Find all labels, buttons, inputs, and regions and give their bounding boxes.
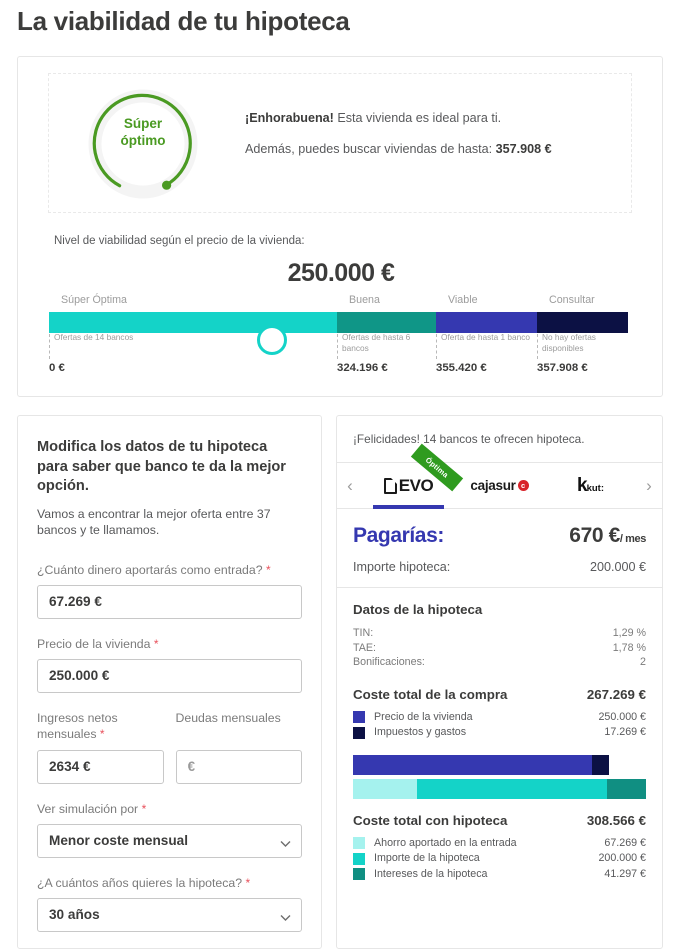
tick-line xyxy=(436,334,437,359)
slider-knob[interactable] xyxy=(257,325,287,355)
input-precio-vivienda[interactable] xyxy=(37,659,302,693)
tick-value: 324.196 € xyxy=(337,362,388,374)
legend-swatch xyxy=(353,837,365,849)
tick-note: No hay ofertas disponibles xyxy=(542,332,596,353)
detail-row-bonificaciones xyxy=(353,655,646,670)
kutxa-k-glyph: k xyxy=(577,474,587,496)
slider-segment-viable[interactable] xyxy=(436,312,537,333)
max-price-line xyxy=(245,141,615,157)
gauge-label-line1: Súper xyxy=(123,116,163,131)
required-asterisk: * xyxy=(266,562,271,577)
hipoteca-total-value: 308.566 € xyxy=(586,812,646,828)
detail-key: Bonificaciones: xyxy=(353,656,425,668)
tick-note: Ofertas de hasta 6 bancos xyxy=(342,332,411,353)
legend-precio-vivienda xyxy=(353,710,646,726)
input-entrada[interactable] xyxy=(37,585,302,619)
label-anos xyxy=(37,875,302,891)
bank-tab-list xyxy=(363,454,636,509)
detail-value: 2 xyxy=(640,656,646,668)
legend-swatch xyxy=(353,853,365,865)
label-entrada-text: ¿Cuánto dinero aportarás como entrada? xyxy=(37,562,263,577)
payment-amount-value: 670 € xyxy=(569,524,620,547)
payment-amount xyxy=(569,524,646,548)
legend-importe-hipoteca xyxy=(353,851,646,867)
importe-label: Importe hipoteca: xyxy=(353,560,451,574)
detail-row-tin xyxy=(353,626,646,641)
label-ingresos xyxy=(37,710,164,743)
required-asterisk: * xyxy=(99,726,105,741)
field-entrada xyxy=(37,562,302,619)
kutxabank-logo-icon xyxy=(577,475,604,497)
cajasur-mark-icon: c xyxy=(518,480,529,491)
field-anos xyxy=(37,875,302,932)
bar-segment-intereses-hipoteca xyxy=(607,779,646,799)
tick-line xyxy=(49,334,50,359)
cajasur-logo-icon xyxy=(470,478,528,493)
datos-title: Datos de la hipoteca xyxy=(353,602,483,617)
congrats-strong: ¡Enhorabuena! xyxy=(245,111,334,125)
bar-segment-precio-vivienda xyxy=(353,755,592,775)
input-deudas-mensuales[interactable] xyxy=(176,750,303,784)
page-title: La viabilidad de tu hipoteca xyxy=(17,6,350,36)
level-price: 250.000 € xyxy=(287,259,395,287)
detail-key: TIN: xyxy=(353,627,374,639)
tick-value: 355.420 € xyxy=(436,362,487,374)
detail-value: 1,78 % xyxy=(612,641,646,654)
slider-segment-buena[interactable] xyxy=(337,312,436,333)
bank-carousel xyxy=(337,454,662,509)
label-entrada xyxy=(37,562,302,578)
form-title: Modifica los datos de tu hipoteca para saber que banco te da la mejor opción. xyxy=(37,439,286,494)
max-price-prefix: Además, puedes buscar viviendas de hasta: xyxy=(245,142,496,156)
hipoteca-stacked-bar xyxy=(353,779,646,799)
tick-value: 0 € xyxy=(49,362,65,374)
label-simulacion-text: Ver simulación por xyxy=(37,801,139,816)
gauge-label-line2: óptimo xyxy=(120,133,166,148)
carousel-prev-icon[interactable]: ‹ xyxy=(347,475,353,495)
evo-logo-text: EVO xyxy=(398,475,434,495)
select-wrap-simulacion xyxy=(37,824,302,858)
cost-bars xyxy=(337,755,662,799)
kutxa-rest-glyph: kut: xyxy=(586,482,604,494)
zone-name-consultar: Consultar xyxy=(549,294,595,306)
tick-note: Ofertas de 14 bancos xyxy=(54,332,134,342)
carousel-next-icon[interactable]: › xyxy=(646,475,652,495)
evo-doc-glyph xyxy=(384,478,397,494)
viability-card xyxy=(17,56,663,397)
cajasur-logo-text: cajasur xyxy=(470,478,516,493)
importe-row xyxy=(353,560,646,574)
tick-note: Oferta de hasta 1 banco xyxy=(441,332,531,342)
select-ver-simulacion-por[interactable] xyxy=(37,824,302,858)
legend-label: Precio de la vivienda xyxy=(374,710,473,723)
detail-row-tae xyxy=(353,641,646,656)
label-simulacion xyxy=(37,801,302,817)
bank-tab-kutxabank[interactable] xyxy=(545,463,636,509)
payment-label: Pagarías: xyxy=(353,524,444,547)
mortgage-details xyxy=(337,588,662,741)
zone-name-buena: Buena xyxy=(349,294,380,306)
legend-swatch xyxy=(353,711,365,723)
legend-label: Impuestos y gastos xyxy=(374,726,467,738)
bar-segment-ahorro-entrada xyxy=(353,779,417,799)
zone-name-super-optima: Súper Óptima xyxy=(61,294,127,306)
payment-block xyxy=(337,509,662,588)
label-precio-text: Precio de la vivienda xyxy=(37,636,151,651)
congrats-rest: Esta vivienda es ideal para ti. xyxy=(333,111,502,125)
congrats-line xyxy=(245,110,615,126)
bank-offer-card xyxy=(336,415,663,949)
bank-tab-cajasur[interactable] xyxy=(454,463,545,509)
payment-row xyxy=(353,524,646,548)
bar-segment-importe-hipoteca xyxy=(417,779,607,799)
level-caption: Nivel de viabilidad según el precio de la vivienda: xyxy=(54,235,305,247)
label-ingresos-text: Ingresos netos mensuales xyxy=(37,710,118,741)
legend-label: Importe de la hipoteca xyxy=(374,852,480,864)
hipoteca-details xyxy=(337,799,662,883)
bank-tab-evo[interactable] xyxy=(363,454,454,509)
slider-segment-super-optima[interactable] xyxy=(49,312,337,333)
legend-label: Ahorro aportado en la entrada xyxy=(374,836,517,849)
field-deudas xyxy=(176,710,303,784)
zone-name-viable: Viable xyxy=(448,294,478,306)
legend-ahorro-entrada xyxy=(353,836,646,852)
required-asterisk: * xyxy=(153,636,159,651)
required-asterisk: * xyxy=(245,875,251,890)
compra-total-row xyxy=(353,687,646,702)
legend-value: 200.000 € xyxy=(598,852,646,864)
legend-impuestos-gastos xyxy=(353,725,646,741)
legend-intereses-hipoteca xyxy=(353,867,646,883)
detail-key: TAE: xyxy=(353,641,376,654)
legend-value: 17.269 € xyxy=(604,726,646,738)
tick-line xyxy=(337,334,338,359)
payment-period: / mes xyxy=(619,533,646,545)
gauge-label xyxy=(81,115,205,149)
hipoteca-total-label: Coste total con hipoteca xyxy=(353,812,508,828)
legend-value: 41.297 € xyxy=(604,867,646,880)
evo-logo-icon xyxy=(384,476,433,496)
legend-value: 250.000 € xyxy=(598,710,646,723)
compra-total-label: Coste total de la compra xyxy=(353,686,508,702)
importe-value: 200.000 € xyxy=(589,560,646,574)
label-anos-text: ¿A cuántos años quieres la hipoteca? xyxy=(37,875,243,890)
select-anos-hipoteca[interactable] xyxy=(37,898,302,932)
bar-segment-impuestos-gastos xyxy=(592,755,609,775)
mortgage-form-card xyxy=(17,415,322,949)
gauge-box xyxy=(48,73,632,213)
legend-swatch xyxy=(353,727,365,739)
field-ingresos xyxy=(37,710,164,784)
label-precio xyxy=(37,636,302,652)
form-subtitle: Vamos a encontrar la mejor oferta entre 37 bancos y te llamamos. xyxy=(37,506,271,537)
tick-value: 357.908 € xyxy=(537,362,588,374)
compra-stacked-bar xyxy=(353,755,646,775)
optima-badge: Óptima xyxy=(411,443,463,491)
compra-total-value: 267.269 € xyxy=(586,686,646,702)
slider-segment-consultar[interactable] xyxy=(537,312,628,333)
offer-header-text: ¡Felicidades! 14 bancos te ofrecen hipoteca. xyxy=(337,416,662,463)
viability-slider[interactable] xyxy=(49,294,628,384)
hipoteca-total-row xyxy=(353,813,646,828)
field-simulacion xyxy=(37,801,302,858)
tick-line xyxy=(537,334,538,359)
field-precio xyxy=(37,636,302,693)
viability-gauge xyxy=(81,82,205,206)
select-wrap-anos xyxy=(37,898,302,932)
max-price-value: 357.908 € xyxy=(495,142,552,156)
field-row-ingresos-deudas xyxy=(37,710,302,784)
required-asterisk: * xyxy=(141,801,147,816)
gauge-message xyxy=(245,110,615,172)
input-ingresos-netos[interactable] xyxy=(37,750,164,784)
label-deudas: Deudas mensuales xyxy=(175,710,281,725)
legend-value: 67.269 € xyxy=(604,836,646,849)
detail-value: 1,29 % xyxy=(612,627,646,639)
slider-track[interactable] xyxy=(49,312,628,333)
legend-label: Intereses de la hipoteca xyxy=(374,867,488,880)
legend-swatch xyxy=(353,868,365,880)
